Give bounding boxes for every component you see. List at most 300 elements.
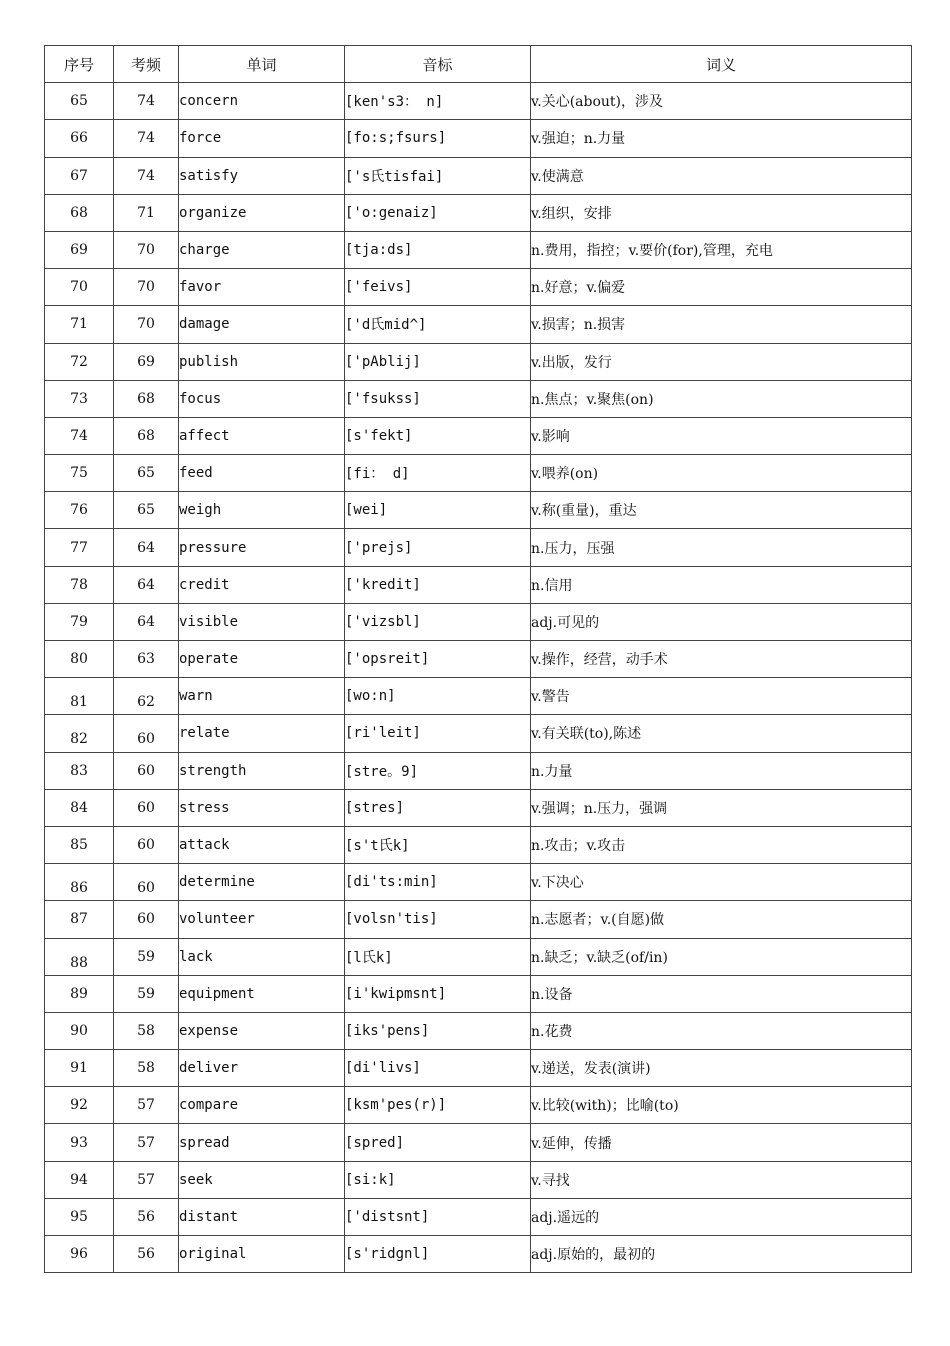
cell-meaning-text: v.称(重量)，重达 (531, 503, 637, 520)
cell-word-text: volunteer (179, 911, 255, 928)
cell-word (179, 975, 345, 1012)
cell-num-text: 70 (70, 279, 88, 296)
cell-ipa-text: [di'ts:min] (345, 874, 438, 891)
cell-freq-text: 59 (137, 948, 155, 965)
cell-word (179, 752, 345, 789)
cell-ipa (345, 455, 531, 492)
cell-word (179, 641, 345, 678)
cell-num-text: 81 (70, 694, 88, 711)
cell-word-text: charge (179, 242, 230, 259)
cell-word-text: force (179, 130, 222, 147)
cell-meaning-text: v.影响 (531, 428, 570, 445)
cell-freq-text: 60 (137, 911, 155, 928)
table-row (45, 1124, 912, 1161)
header-ipa: 音标 (345, 46, 531, 83)
cell-num-text: 79 (70, 613, 88, 630)
cell-freq (114, 938, 179, 975)
cell-freq-text: 64 (137, 539, 155, 556)
cell-freq-text: 74 (137, 93, 155, 110)
cell-num (45, 603, 114, 640)
cell-num-text: 89 (70, 985, 88, 1002)
table-row (45, 1050, 912, 1087)
cell-num (45, 455, 114, 492)
cell-meaning (531, 231, 912, 268)
table-row (45, 826, 912, 863)
cell-freq (114, 455, 179, 492)
cell-freq-text: 74 (137, 167, 155, 184)
cell-ipa (345, 826, 531, 863)
cell-freq (114, 975, 179, 1012)
cell-num (45, 157, 114, 194)
cell-freq-text: 58 (137, 1060, 155, 1077)
cell-num-text: 73 (70, 390, 88, 407)
cell-num (45, 975, 114, 1012)
table-row (45, 1198, 912, 1235)
cell-ipa (345, 343, 531, 380)
cell-word-text: distant (179, 1208, 239, 1225)
cell-ipa (345, 269, 531, 306)
cell-meaning-text: v.比较(with)；比喻(to) (531, 1098, 679, 1115)
cell-num-text: 94 (70, 1171, 88, 1188)
cell-freq-text: 64 (137, 576, 155, 593)
cell-ipa-text: [ksm'pes(r)] (345, 1097, 447, 1114)
cell-freq-text: 63 (137, 651, 155, 668)
cell-word (179, 157, 345, 194)
cell-num-text: 86 (70, 880, 88, 897)
cell-freq (114, 380, 179, 417)
cell-meaning-text: adj.原始的，最初的 (531, 1247, 656, 1264)
header-freq: 考频 (114, 46, 179, 83)
header-meaning: 词义 (531, 46, 912, 83)
table-row (45, 901, 912, 938)
cell-word-text: affect (179, 427, 230, 444)
cell-ipa (345, 83, 531, 120)
cell-ipa-text: [l氏k] (345, 949, 393, 966)
cell-num-text: 66 (70, 130, 88, 147)
cell-meaning-text: n.缺乏；v.缺乏(of/in) (531, 949, 668, 966)
cell-ipa-text: [spred] (345, 1134, 405, 1151)
cell-ipa (345, 715, 531, 752)
cell-meaning (531, 455, 912, 492)
cell-freq-text: 56 (137, 1246, 155, 1263)
cell-freq (114, 1161, 179, 1198)
cell-word-text: focus (179, 390, 222, 407)
cell-freq (114, 1124, 179, 1161)
cell-meaning (531, 194, 912, 231)
cell-ipa-text: ['fsukss] (345, 390, 421, 407)
cell-num-text: 68 (70, 204, 88, 221)
cell-ipa-text: ['pAblij] (345, 353, 421, 370)
cell-meaning-text: v.操作，经营，动手术 (531, 652, 668, 669)
cell-freq (114, 492, 179, 529)
cell-num-text: 75 (70, 465, 88, 482)
cell-num-text: 95 (70, 1208, 88, 1225)
header-num: 序号 (45, 46, 114, 83)
cell-freq-text: 58 (137, 1022, 155, 1039)
cell-word (179, 120, 345, 157)
cell-freq (114, 83, 179, 120)
cell-freq (114, 826, 179, 863)
cell-ipa (345, 231, 531, 268)
cell-meaning (531, 343, 912, 380)
cell-word-text: damage (179, 316, 230, 333)
cell-freq (114, 194, 179, 231)
cell-ipa (345, 1012, 531, 1049)
cell-meaning-text: v.递送，发表(演讲) (531, 1061, 651, 1078)
cell-freq-text: 60 (137, 799, 155, 816)
cell-word (179, 231, 345, 268)
cell-word-text: credit (179, 576, 230, 593)
table-row (45, 194, 912, 231)
cell-num-text: 91 (70, 1060, 88, 1077)
cell-num (45, 194, 114, 231)
cell-word (179, 678, 345, 715)
cell-freq-text: 57 (137, 1171, 155, 1188)
cell-freq-text: 62 (137, 694, 155, 711)
cell-meaning (531, 641, 912, 678)
cell-meaning (531, 752, 912, 789)
cell-num (45, 343, 114, 380)
cell-num (45, 83, 114, 120)
cell-ipa-text: [tja:ds] (345, 242, 413, 259)
cell-num-text: 83 (70, 762, 88, 779)
cell-num-text: 93 (70, 1134, 88, 1151)
cell-num (45, 492, 114, 529)
cell-word-text: attack (179, 837, 230, 854)
cell-ipa-text: [si:k] (345, 1171, 396, 1188)
cell-freq-text: 74 (137, 130, 155, 147)
cell-word (179, 1161, 345, 1198)
cell-word-text: organize (179, 204, 247, 221)
cell-num (45, 417, 114, 454)
cell-word (179, 826, 345, 863)
cell-ipa (345, 603, 531, 640)
cell-word (179, 715, 345, 752)
cell-meaning-text: n.力量 (531, 763, 573, 780)
cell-ipa-text: ['o:genaiz] (345, 204, 438, 221)
cell-meaning-text: adj.遥远的 (531, 1209, 600, 1226)
cell-word-text: publish (179, 353, 239, 370)
cell-num (45, 1198, 114, 1235)
table-row (45, 343, 912, 380)
cell-word (179, 306, 345, 343)
table-row (45, 566, 912, 603)
cell-word (179, 901, 345, 938)
table-row (45, 1087, 912, 1124)
cell-num (45, 120, 114, 157)
cell-ipa (345, 752, 531, 789)
cell-freq-text: 65 (137, 502, 155, 519)
cell-num-text: 87 (70, 911, 88, 928)
cell-num-text: 90 (70, 1022, 88, 1039)
cell-num-text: 96 (70, 1246, 88, 1263)
cell-word (179, 492, 345, 529)
cell-num (45, 715, 114, 752)
cell-num (45, 566, 114, 603)
cell-word (179, 864, 345, 901)
cell-freq-text: 60 (137, 762, 155, 779)
cell-num (45, 1161, 114, 1198)
cell-word-text: stress (179, 799, 230, 816)
cell-meaning-text: n.志愿者；v.(自愿)做 (531, 912, 665, 929)
cell-word (179, 417, 345, 454)
cell-num (45, 938, 114, 975)
cell-num-text: 84 (70, 799, 88, 816)
cell-ipa-text: ['vizsbl] (345, 613, 421, 630)
cell-freq-text: 57 (137, 1097, 155, 1114)
cell-freq (114, 1087, 179, 1124)
cell-word (179, 269, 345, 306)
cell-meaning (531, 157, 912, 194)
cell-meaning-text: n.花费 (531, 1023, 573, 1040)
cell-freq (114, 1236, 179, 1273)
cell-word-text: favor (179, 279, 222, 296)
cell-word (179, 789, 345, 826)
cell-ipa (345, 380, 531, 417)
cell-word-text: expense (179, 1022, 239, 1039)
cell-num (45, 380, 114, 417)
cell-meaning-text: v.下决心 (531, 875, 584, 892)
cell-ipa-text: [i'kwipmsnt] (345, 985, 447, 1002)
cell-num (45, 901, 114, 938)
table-row (45, 269, 912, 306)
cell-meaning-text: n.信用 (531, 577, 573, 594)
cell-word (179, 566, 345, 603)
cell-freq (114, 566, 179, 603)
table-row (45, 120, 912, 157)
cell-ipa (345, 492, 531, 529)
cell-ipa (345, 417, 531, 454)
cell-meaning-text: v.寻找 (531, 1172, 570, 1189)
table-row (45, 715, 912, 752)
cell-word-text: relate (179, 725, 230, 742)
cell-meaning-text: n.焦点；v.聚焦(on) (531, 391, 654, 408)
table-row (45, 975, 912, 1012)
cell-word-text: warn (179, 688, 213, 705)
cell-meaning (531, 715, 912, 752)
cell-num-text: 69 (70, 242, 88, 259)
cell-freq (114, 157, 179, 194)
cell-word (179, 455, 345, 492)
cell-num-text: 78 (70, 576, 88, 593)
cell-num-text: 74 (70, 427, 88, 444)
cell-word (179, 1087, 345, 1124)
table-row (45, 938, 912, 975)
table-row (45, 789, 912, 826)
cell-freq (114, 1012, 179, 1049)
cell-freq-text: 70 (137, 279, 155, 296)
cell-word-text: visible (179, 613, 239, 630)
cell-meaning (531, 417, 912, 454)
cell-freq-text: 60 (137, 731, 155, 748)
cell-freq-text: 65 (137, 465, 155, 482)
cell-meaning-text: v.警告 (531, 689, 570, 706)
cell-meaning-text: n.好意；v.偏爱 (531, 280, 626, 297)
cell-ipa-text: ['d氏mid^] (345, 317, 427, 334)
cell-meaning (531, 1050, 912, 1087)
cell-num (45, 1236, 114, 1273)
table-row (45, 1161, 912, 1198)
cell-num (45, 641, 114, 678)
table-row (45, 455, 912, 492)
cell-ipa-text: [s'ridgnl] (345, 1246, 430, 1263)
cell-ipa (345, 157, 531, 194)
cell-ipa (345, 901, 531, 938)
cell-meaning (531, 306, 912, 343)
cell-ipa (345, 1050, 531, 1087)
table-row (45, 157, 912, 194)
cell-ipa-text: [s't氏k] (345, 838, 410, 855)
cell-meaning-text: n.费用，指控；v.要价(for),管理，充电 (531, 243, 773, 260)
cell-word-text: strength (179, 762, 247, 779)
table-row (45, 678, 912, 715)
cell-num-text: 82 (70, 731, 88, 748)
cell-num (45, 752, 114, 789)
table-row (45, 83, 912, 120)
cell-ipa-text: [stres] (345, 799, 405, 816)
cell-freq (114, 1198, 179, 1235)
cell-meaning (531, 1087, 912, 1124)
cell-ipa (345, 1124, 531, 1161)
cell-meaning-text: v.延伸，传播 (531, 1135, 612, 1152)
cell-ipa-text: [volsn'tis] (345, 911, 438, 928)
cell-freq-text: 60 (137, 880, 155, 897)
cell-word (179, 83, 345, 120)
cell-freq-text: 64 (137, 613, 155, 630)
cell-meaning (531, 1124, 912, 1161)
cell-ipa-text: ['kredit] (345, 576, 421, 593)
cell-meaning-text: n.攻击；v.攻击 (531, 838, 626, 855)
cell-num-text: 65 (70, 93, 88, 110)
cell-meaning (531, 826, 912, 863)
cell-num-text: 80 (70, 651, 88, 668)
cell-ipa (345, 1236, 531, 1273)
cell-freq-text: 60 (137, 837, 155, 854)
cell-ipa (345, 566, 531, 603)
cell-word-text: original (179, 1246, 247, 1263)
cell-freq (114, 269, 179, 306)
cell-word-text: lack (179, 948, 213, 965)
cell-word (179, 1124, 345, 1161)
cell-ipa (345, 678, 531, 715)
cell-ipa-text: ['s氏tisfai] (345, 168, 444, 185)
cell-ipa (345, 864, 531, 901)
table-row (45, 603, 912, 640)
cell-meaning-text: v.强迫；n.力量 (531, 131, 626, 148)
table-row (45, 306, 912, 343)
cell-word (179, 1050, 345, 1087)
cell-word-text: weigh (179, 502, 222, 519)
cell-word-text: compare (179, 1097, 239, 1114)
cell-meaning-text: v.组织，安排 (531, 205, 612, 222)
table-row (45, 492, 912, 529)
table-row (45, 417, 912, 454)
cell-ipa (345, 306, 531, 343)
cell-word (179, 343, 345, 380)
cell-ipa (345, 1087, 531, 1124)
cell-num (45, 1087, 114, 1124)
cell-num (45, 789, 114, 826)
cell-word (179, 1236, 345, 1273)
cell-num (45, 231, 114, 268)
cell-meaning (531, 529, 912, 566)
cell-word-text: equipment (179, 985, 255, 1002)
table-header (45, 46, 912, 83)
cell-freq (114, 901, 179, 938)
cell-ipa (345, 641, 531, 678)
header-word: 单词 (179, 46, 345, 83)
cell-meaning (531, 83, 912, 120)
cell-word-text: seek (179, 1171, 213, 1188)
cell-num-text: 77 (70, 539, 88, 556)
cell-ipa-text: [s'fekt] (345, 427, 413, 444)
table-row (45, 864, 912, 901)
cell-num (45, 864, 114, 901)
cell-word-text: deliver (179, 1060, 239, 1077)
table-row (45, 1012, 912, 1049)
cell-ipa-text: ['distsnt] (345, 1208, 430, 1225)
cell-word (179, 529, 345, 566)
cell-ipa (345, 194, 531, 231)
cell-word (179, 603, 345, 640)
cell-freq-text: 68 (137, 427, 155, 444)
cell-word-text: pressure (179, 539, 247, 556)
cell-freq (114, 417, 179, 454)
cell-freq-text: 71 (137, 204, 155, 221)
cell-ipa-text: [di'livs] (345, 1060, 421, 1077)
cell-freq (114, 715, 179, 752)
table-row (45, 641, 912, 678)
cell-meaning-text: v.关心(about)，涉及 (531, 94, 664, 111)
cell-meaning (531, 1236, 912, 1273)
cell-meaning-text: v.损害；n.损害 (531, 317, 626, 334)
cell-meaning (531, 1012, 912, 1049)
cell-meaning (531, 864, 912, 901)
cell-meaning (531, 1198, 912, 1235)
cell-ipa-text: ['opsreit] (345, 651, 430, 668)
cell-freq (114, 752, 179, 789)
cell-meaning-text: n.设备 (531, 986, 573, 1003)
cell-meaning (531, 269, 912, 306)
cell-num-text: 88 (70, 954, 88, 971)
cell-num (45, 269, 114, 306)
cell-num-text: 71 (70, 316, 88, 333)
cell-word-text: concern (179, 93, 239, 110)
cell-ipa-text: [ri'leit] (345, 725, 421, 742)
cell-num (45, 1124, 114, 1161)
cell-num (45, 306, 114, 343)
cell-word-text: feed (179, 465, 213, 482)
cell-num-text: 76 (70, 502, 88, 519)
cell-ipa-text: [iks'pens] (345, 1022, 430, 1039)
cell-freq (114, 231, 179, 268)
cell-ipa (345, 789, 531, 826)
cell-freq-text: 70 (137, 242, 155, 259)
cell-freq (114, 864, 179, 901)
cell-meaning-text: v.强调；n.压力，强调 (531, 800, 668, 817)
cell-freq-text: 68 (137, 390, 155, 407)
cell-num-text: 85 (70, 837, 88, 854)
cell-meaning (531, 1161, 912, 1198)
cell-word-text: satisfy (179, 167, 239, 184)
cell-num (45, 678, 114, 715)
cell-ipa-text: [fo:s;fsurs] (345, 130, 447, 147)
cell-ipa (345, 120, 531, 157)
cell-num (45, 529, 114, 566)
cell-num (45, 1012, 114, 1049)
table-row (45, 529, 912, 566)
cell-meaning-text: adj.可见的 (531, 614, 600, 631)
